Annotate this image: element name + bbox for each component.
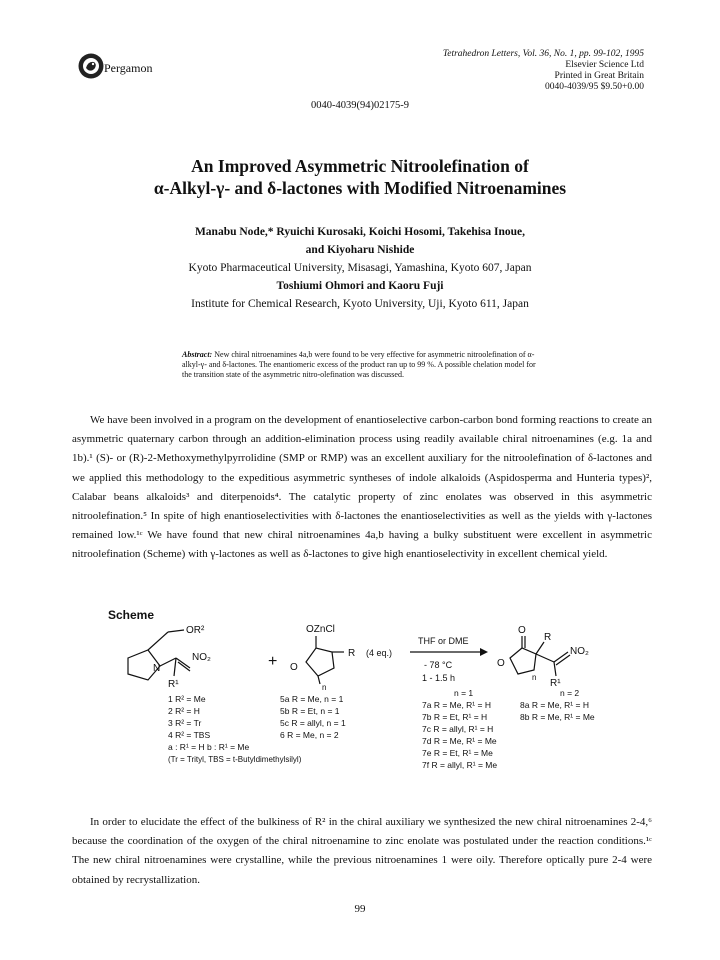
paragraph-1-text: We have been involved in a program on the development of enantioselective carbon-carbon bond forming reactions to create an asymmetric quaternary carbon through an addition-elimination process using readily available chiral nitroenamines (e.g. 1a and 1b).¹ (S)- or (R)-2-Methoxymethylpyrrolidine (SMP or RMP) was an excellent auxiliary for the nitroolefination of δ-lactones and we applied this methodology to the expeditious asymmetric syntheses of indole alkaloids (Aspidosperma and Hunteria types)², Calabar beans alkaloids³ and diterpenoids⁴. The catalytic property of zinc enolates was observed in this asymmetric nitroolefination.⁵ In spite of high enantioselectivities with δ-lactones the enantioselectivities as well as the yields with γ-lactones remained low.¹ᶜ We have found that new chiral nitroenamines 4a,b having a bulky substituent were excellent in asymmetric nitroolefination (Scheme) with γ-lactones as well as δ-lactones to give high enantioselectivity in excellent chemical yield. bbox=[72, 414, 652, 561]
authors-line-2: and Kiyoharu Nishide bbox=[305, 244, 415, 256]
legend-col-3 bbox=[422, 688, 497, 770]
paper-title bbox=[60, 155, 660, 199]
n-subscript-label: n bbox=[322, 683, 327, 692]
abstract bbox=[182, 350, 547, 380]
legend-3-head: n = 1 bbox=[454, 688, 474, 698]
oznc-label: OZnCl bbox=[306, 624, 335, 635]
legend-4-line: 8b R = Me, R¹ = Me bbox=[520, 712, 595, 722]
equivalents-label: (4 eq.) bbox=[366, 648, 393, 658]
plus-sign: + bbox=[268, 653, 278, 670]
affiliation-1: Kyoto Pharmaceutical University, Misasagi, Yamashina, Kyoto 607, Japan bbox=[188, 262, 532, 274]
product-carbonyl-o: O bbox=[518, 625, 526, 636]
journal-info bbox=[443, 49, 644, 93]
page-number: 99 bbox=[354, 903, 366, 915]
legend-3-line: 7c R = allyl, R¹ = H bbox=[422, 724, 494, 734]
legend-2-line: 5a R = Me, n = 1 bbox=[280, 694, 344, 704]
journal-issn: 0040-4039/95 $9.50+0.00 bbox=[544, 82, 644, 92]
legend-3-line: 7e R = Et, R¹ = Me bbox=[422, 748, 493, 758]
legend-2-line: 5c R = allyl, n = 1 bbox=[280, 718, 346, 728]
r1-label: R¹ bbox=[168, 679, 179, 690]
reaction-scheme bbox=[108, 618, 668, 790]
abstract-text: New chiral nitroenamines 4a,b were found to be very effective for asymmetric nitroolefination of α-alkyl-γ- and δ-lactones. The enantiomeric excess of the product ran up to 99 %. A possible chelation model for the transition state of the asymmetric nitro-olefination was discussed. bbox=[182, 350, 536, 379]
or2-label: OR² bbox=[186, 625, 205, 636]
n-atom-label: N bbox=[153, 663, 161, 674]
ring-o-label: O bbox=[290, 662, 298, 673]
legend-1-line: 3 R² = Tr bbox=[168, 718, 202, 728]
product-structure bbox=[510, 636, 570, 676]
product-ring-o: O bbox=[497, 658, 505, 669]
journal-printed: Printed in Great Britain bbox=[554, 71, 644, 81]
reaction-arrow-head bbox=[480, 648, 488, 656]
legend-col-4 bbox=[520, 688, 595, 722]
r-label: R bbox=[348, 648, 356, 659]
legend-3-line: 7b R = Et, R¹ = H bbox=[422, 712, 488, 722]
body-paragraph-1 bbox=[72, 411, 652, 565]
legend-4-line: 8a R = Me, R¹ = H bbox=[520, 700, 589, 710]
legend-3-line: 7a R = Me, R¹ = H bbox=[422, 700, 491, 710]
authors-line-3: Toshiumi Ohmori and Kaoru Fuji bbox=[276, 280, 444, 292]
legend-col-2 bbox=[280, 694, 346, 740]
scheme-label: Scheme bbox=[108, 608, 155, 622]
product-r-label: R bbox=[544, 632, 552, 643]
product-r1-label: R¹ bbox=[550, 678, 561, 689]
condition-temperature: - 78 °C bbox=[424, 660, 453, 670]
legend-1-footnote: (Tr = Trityl, TBS = t-Butyldimethylsilyl) bbox=[168, 755, 302, 764]
pergamon-logo-icon bbox=[78, 53, 104, 79]
no2-label: NO₂ bbox=[192, 652, 211, 663]
product-no2-label: NO₂ bbox=[570, 646, 589, 657]
condition-solvent: THF or DME bbox=[418, 636, 469, 646]
product-n-subscript: n bbox=[532, 673, 537, 682]
title-line-2: α-Alkyl-γ- and δ-lactones with Modified Nitroenamines bbox=[153, 178, 567, 198]
journal-citation: Tetrahedron Letters, Vol. 36, No. 1, pp. 99-102, 1995 bbox=[442, 49, 644, 59]
legend-2-line: 5b R = Et, n = 1 bbox=[280, 706, 340, 716]
publisher-name: Pergamon bbox=[104, 61, 153, 75]
legend-4-head: n = 2 bbox=[560, 688, 580, 698]
abstract-label: Abstract: bbox=[182, 350, 213, 359]
zinc-enolate-structure bbox=[306, 636, 344, 684]
legend-2-line: 6 R = Me, n = 2 bbox=[280, 730, 339, 740]
legend-1-line: 2 R² = H bbox=[168, 706, 200, 716]
title-line-1: An Improved Asymmetric Nitroolefination of bbox=[191, 156, 529, 176]
authors-line-1: Manabu Node,* Ryuichi Kurosaki, Koichi Hosomi, Takehisa Inoue, bbox=[194, 226, 526, 238]
paragraph-2-text: In order to elucidate the effect of the bulkiness of R² in the chiral auxiliary we synthesized the new chiral nitroenamines 2-4,⁶ because the coordination of the oxygen of the chiral nitroenamine to zinc enolate was postulated under the reaction conditions.¹ᶜ The new chiral nitroenamines were crystalline, while the previous nitroenamines 1 were oily. Therefore optically pure 2-4 were obtained by recrystallization. bbox=[72, 816, 652, 886]
body-paragraph-2 bbox=[72, 813, 652, 890]
legend-1-line: 4 R² = TBS bbox=[168, 730, 211, 740]
legend-1-line: 1 R² = Me bbox=[168, 694, 206, 704]
journal-publisher: Elsevier Science Ltd bbox=[565, 60, 644, 70]
legend-1-line: a : R¹ = H b : R¹ = Me bbox=[168, 742, 250, 752]
legend-3-line: 7d R = Me, R¹ = Me bbox=[422, 736, 497, 746]
condition-time: 1 - 1.5 h bbox=[422, 673, 456, 683]
author-block bbox=[60, 223, 660, 313]
affiliation-2: Institute for Chemical Research, Kyoto University, Uji, Kyoto 611, Japan bbox=[191, 298, 529, 310]
legend-3-line: 7f R = allyl, R¹ = Me bbox=[422, 760, 498, 770]
legend-col-1 bbox=[168, 694, 302, 764]
document-code: 0040-4039(94)02175-9 bbox=[311, 100, 409, 111]
